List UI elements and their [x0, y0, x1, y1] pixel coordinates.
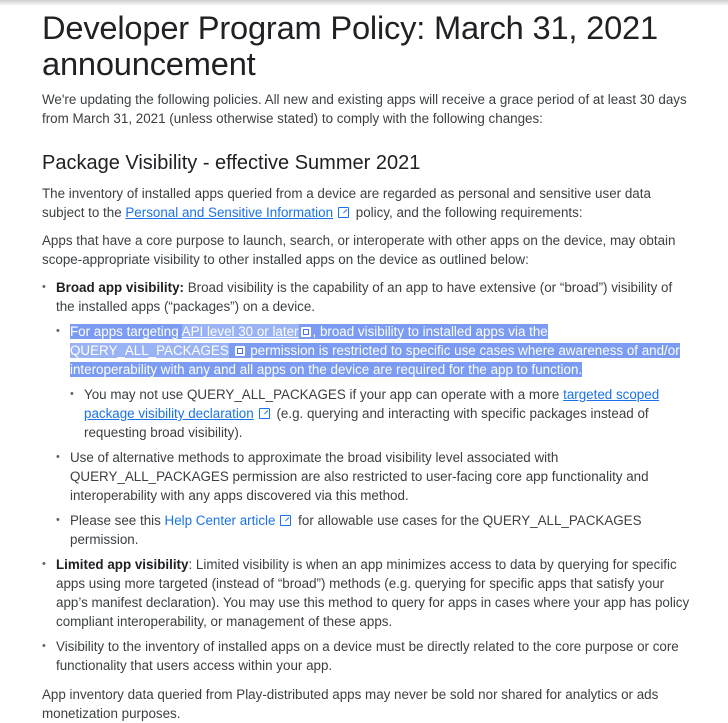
inventory-paragraph	[42, 184, 692, 222]
broad-visibility-text: Broad visibility is the capability of an app to have extensive (or “broad”) visibility of the installed apps (“packages”) on a device.	[56, 280, 673, 314]
external-link-icon[interactable]	[235, 346, 245, 356]
article	[42, 10, 692, 723]
visibility-list	[42, 278, 692, 675]
scoped-text-after: (e.g. querying and interacting with specific packages instead of requesting broad visibility).	[84, 406, 649, 440]
top-shadow	[0, 0, 728, 6]
broad-visibility-label: Broad app visibility:	[56, 280, 184, 295]
limited-visibility-text: : Limited visibility is when an app minimizes access to data by querying for specific apps using more targeted (instead of “broad”) methods (e.g. querying for specific apps that satisfy your app’s manifest declaration). You may use this method to query for apps in cases where your app has policy compliant interoperability, or management of these apps.	[56, 557, 690, 629]
list-item-broad-visibility	[56, 278, 692, 549]
inventory-text-after: policy, and the following requirements:	[352, 205, 583, 220]
list-item-help-center	[70, 511, 692, 549]
api-sublist	[70, 385, 692, 442]
api-text-before: For apps targeting	[70, 324, 182, 339]
api-level-link[interactable]: API level 30 or later	[181, 324, 299, 339]
query-all-packages-link[interactable]: QUERY_ALL_PACKAGES	[70, 343, 229, 358]
help-text-before: Please see this	[70, 513, 165, 528]
external-link-icon[interactable]	[280, 515, 291, 526]
intro-paragraph: We're updating the following policies. All new and existing apps will receive a grace period of at least 30 days from March 31, 2021 (unless otherwise stated) to comply with the following changes:	[42, 92, 687, 126]
broad-sublist	[56, 322, 692, 549]
personal-sensitive-info-link[interactable]: Personal and Sensitive Information	[125, 205, 334, 220]
core-purpose-paragraph: Apps that have a core purpose to launch, search, or interoperate with other apps on the device, may obtain scope-appropriate visibility to other installed apps on the device as outlined below:	[42, 233, 676, 267]
list-item-scoped-declaration	[84, 385, 692, 442]
limited-visibility-label: Limited app visibility	[56, 557, 189, 572]
selected-text	[70, 324, 680, 377]
external-link-icon[interactable]	[338, 207, 349, 218]
list-item-limited-visibility	[56, 555, 692, 631]
list-item-api-level	[70, 322, 692, 442]
inventory-text: The inventory of installed apps queried from a device are regarded as personal and sensitive user data subject to the	[42, 186, 651, 220]
page-title: Developer Program Policy: March 31, 2021 announcement	[42, 10, 658, 82]
help-center-link[interactable]: Help Center article	[164, 513, 276, 528]
external-link-icon[interactable]	[301, 327, 311, 337]
scoped-visibility-link[interactable]: targeted scoped package visibility declaration	[84, 387, 660, 421]
scoped-text-before: You may not use QUERY_ALL_PACKAGES if your app can operate with a more	[84, 387, 564, 402]
list-item-core-functionality: • Visibility to the inventory of installed apps on a device must be directly related to the core purpose or core functionality that users access within your app.	[56, 637, 692, 675]
monetization-paragraph: App inventory data queried from Play-distributed apps may never be sold nor shared for analytics or ads monetization purposes.	[42, 687, 659, 721]
external-link-icon[interactable]	[259, 408, 270, 419]
api-text-middle: , broad visibility to installed apps via the	[312, 324, 548, 339]
api-text-after: permission is restricted to specific use cases where awareness of and/or interoperability with any and all apps on the device are required for the app to function.	[70, 343, 680, 377]
list-item-alternative-methods: • Use of alternative methods to approximate the broad visibility level associated with QUERY_ALL_PACKAGES permission are also restricted to user-facing core app functionality and interoperability with any apps discovered via this method.	[70, 448, 692, 505]
section-heading: Package Visibility - effective Summer 2021	[42, 152, 421, 174]
help-text-after: for allowable use cases for the QUERY_ALL_PACKAGES permission.	[70, 513, 642, 547]
